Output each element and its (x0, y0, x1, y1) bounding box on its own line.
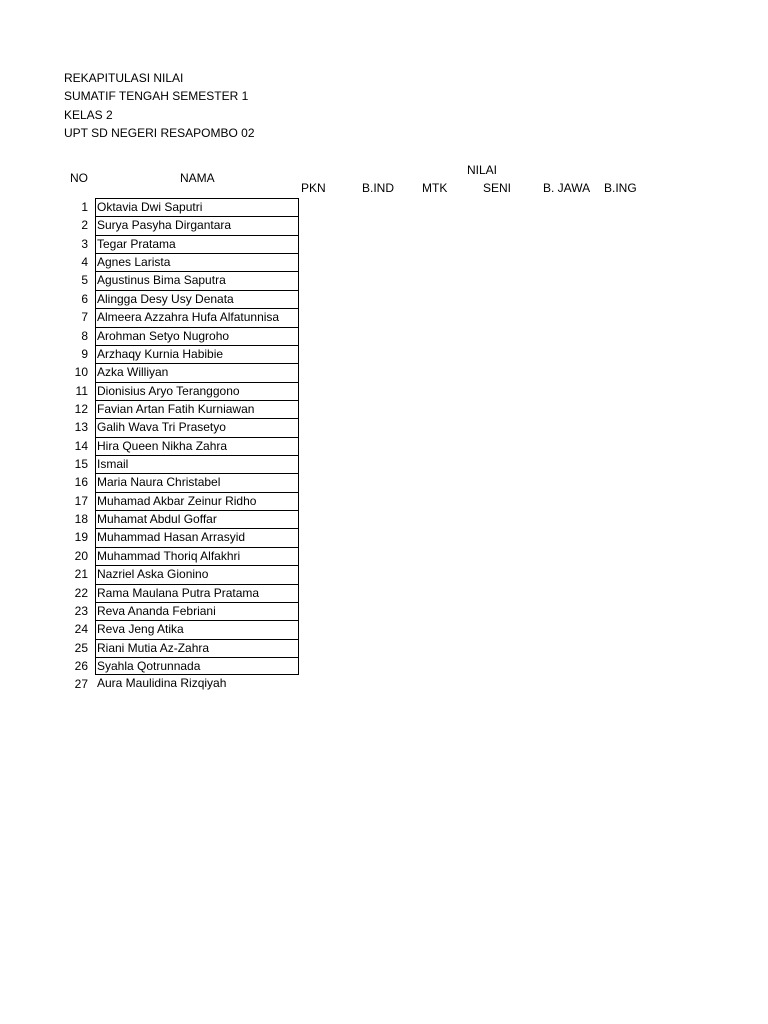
row-number: 8 (81, 328, 88, 343)
subject-header-pkn: PKN (301, 181, 326, 195)
student-name-cell[interactable]: Reva Jeng Atika (95, 620, 299, 638)
row-number: 16 (74, 475, 88, 490)
student-name-cell[interactable]: Agnes Larista (95, 253, 299, 271)
table-row (64, 418, 304, 436)
subject-header-mtk: MTK (422, 181, 448, 195)
student-name-cell[interactable]: Maria Naura Christabel (95, 473, 299, 491)
table-row (64, 345, 304, 363)
title-class: KELAS 2 (64, 107, 113, 122)
student-name-cell[interactable]: Muhamat Abdul Goffar (95, 510, 299, 528)
student-name-cell[interactable]: Galih Wava Tri Prasetyo (95, 418, 299, 436)
student-name-cell[interactable]: Hira Queen Nikha Zahra (95, 437, 299, 455)
row-number: 21 (74, 567, 88, 582)
student-name-cell[interactable]: Almeera Azzahra Hufa Alfatunnisa (95, 308, 299, 326)
subject-header-bind: B.IND (362, 181, 395, 195)
student-name-cell[interactable]: Muhamad Akbar Zeinur Ridho (95, 492, 299, 510)
subject-header-bing: B.ING (604, 181, 637, 195)
row-number: 15 (74, 457, 88, 472)
row-number: 13 (74, 420, 88, 435)
student-name-cell[interactable]: Reva Ananda Febriani (95, 602, 299, 620)
row-number: 9 (81, 346, 88, 361)
table-row (64, 565, 304, 583)
row-number: 25 (74, 640, 88, 655)
table-row (64, 363, 304, 381)
table-row (64, 657, 304, 675)
student-name-cell[interactable]: Alingga Desy Usy Denata (95, 290, 299, 308)
student-list (64, 198, 304, 694)
table-row (64, 602, 304, 620)
row-number: 27 (74, 677, 88, 692)
row-number: 4 (81, 255, 88, 270)
table-row (64, 235, 304, 253)
row-number: 6 (81, 291, 88, 306)
row-number: 22 (74, 585, 88, 600)
row-number: 10 (74, 365, 88, 380)
table-row (64, 271, 304, 289)
row-number: 23 (74, 603, 88, 618)
table-row (64, 473, 304, 491)
row-number: 17 (74, 493, 88, 508)
table-row (64, 584, 304, 602)
table-row (64, 327, 304, 345)
table-row (64, 675, 304, 693)
title-recap: REKAPITULASI NILAI (64, 71, 184, 85)
table-row (64, 620, 304, 638)
student-name-cell[interactable]: Syahla Qotrunnada (95, 657, 299, 675)
row-number: 3 (81, 236, 88, 251)
table-row (64, 216, 304, 234)
student-name-cell[interactable]: Muhammad Hasan Arrasyid (95, 528, 299, 546)
subject-header-bjawa: B. JAWA (543, 181, 591, 195)
row-number: 11 (75, 383, 88, 398)
row-number: 2 (81, 218, 88, 233)
subject-header-seni: SENI (483, 181, 512, 195)
student-name-cell[interactable]: Agustinus Bima Saputra (95, 271, 299, 289)
title-assessment: SUMATIF TENGAH SEMESTER 1 (64, 89, 249, 104)
row-number: 1 (81, 200, 88, 214)
table-row (64, 198, 304, 216)
table-row (64, 492, 304, 510)
student-name-cell[interactable]: Tegar Pratama (95, 235, 299, 253)
student-name-cell[interactable]: Arzhaqy Kurnia Habibie (95, 345, 299, 363)
table-row (64, 528, 304, 546)
table-row (64, 455, 304, 473)
row-number: 5 (81, 273, 88, 288)
row-number: 20 (74, 548, 88, 563)
row-number: 7 (81, 310, 88, 325)
table-row (64, 290, 304, 308)
table-row (64, 437, 304, 455)
student-name-cell[interactable]: Oktavia Dwi Saputri (95, 198, 299, 216)
table-row (64, 308, 304, 326)
table-row (64, 253, 304, 271)
table-row (64, 639, 304, 657)
student-name-cell[interactable]: Ismail (95, 455, 299, 473)
row-number: 26 (74, 658, 88, 673)
student-name-cell[interactable]: Favian Artan Fatih Kurniawan (95, 400, 299, 418)
student-name-cell[interactable]: Azka Williyan (95, 363, 299, 381)
table-row (64, 510, 304, 528)
student-name-cell[interactable]: Muhammad Thoriq Alfakhri (95, 547, 299, 565)
student-name-cell[interactable]: Nazriel Aska Gionino (95, 565, 299, 583)
row-number: 19 (74, 530, 88, 545)
document-title-block (64, 69, 255, 142)
row-number: 18 (74, 512, 88, 527)
table-row (64, 382, 304, 400)
student-name-cell[interactable]: Rama Maulana Putra Pratama (95, 584, 299, 602)
table-row (64, 547, 304, 565)
column-header-nama: NAMA (180, 171, 215, 185)
student-name-cell[interactable]: Arohman Setyo Nugroho (95, 327, 299, 345)
column-header-nilai: NILAI (467, 163, 498, 177)
column-header-no: NO (70, 171, 88, 185)
student-name-cell[interactable]: Aura Maulidina Rizqiyah (97, 676, 227, 691)
row-number: 24 (74, 622, 88, 637)
row-number: 12 (74, 401, 88, 416)
table-row (64, 400, 304, 418)
student-name-cell[interactable]: Riani Mutia Az-Zahra (95, 639, 299, 657)
student-name-cell[interactable]: Dionisius Aryo Teranggono (95, 382, 299, 400)
student-name-cell[interactable]: Surya Pasyha Dirgantara (95, 216, 299, 234)
row-number: 14 (74, 438, 88, 453)
title-school: UPT SD NEGERI RESAPOMBO 02 (64, 125, 255, 140)
